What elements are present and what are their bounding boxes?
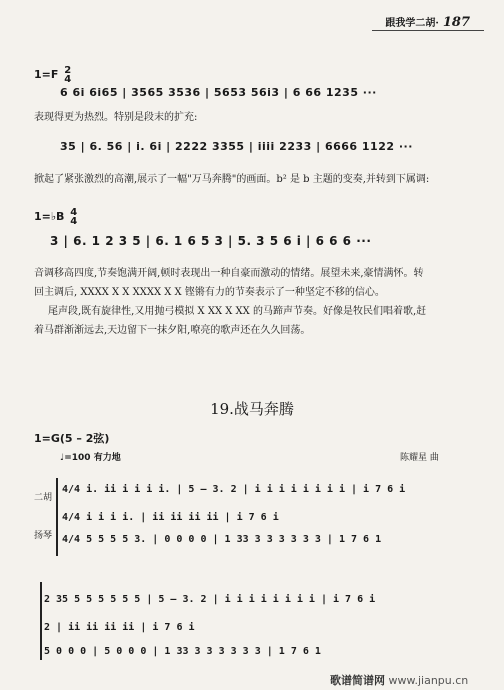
sys2-yangqin-upper: 2 | ii ii ii ii | i 7 6 i [44, 622, 195, 633]
system1-brace [56, 478, 58, 556]
paragraph-1: 表现得更为热烈。特别是段末的扩充: [34, 112, 198, 123]
song-title: 19.战马奔腾 [210, 400, 294, 418]
paragraph-3-line-1: 音调移高四度,节奏饱满开阔,顿时表现出一种自豪而激动的情绪。展望未来,豪情满怀。转 [34, 268, 424, 279]
header-rule [372, 30, 484, 31]
example1-line: 6 6i 6i65 | 3565 3536 | 5653 56i3 | 6 66 1235 ··· [60, 86, 377, 99]
time-signature: 2 4 [64, 65, 72, 85]
book-title: 跟我学二胡· [385, 18, 439, 29]
sys1-yangqin-lower: 4/4 5 5 5 5 3. | 0 0 0 0 | 1 33 3 3 3 3 3 3 | 1 7 6 1 [62, 534, 382, 545]
example1b-line: 35 | 6. 56 | i. 6i | 2222 3355 | iiii 2233 | 6666 1122 ··· [60, 140, 413, 153]
system2-brace [40, 582, 42, 660]
paragraph-3-line-2: 回主调后, XXXX X X XXXX X X 铿锵有力的节奏表示了一种坚定不移的信心。 [34, 287, 385, 298]
key-signature: 1=♭B [34, 210, 65, 223]
watermark-text: 歌谱简谱网 [330, 674, 385, 687]
sys2-erhu-line: 2 35 5 5 5 5 5 5 | 5 – 3. 2 | i i i i i i i i | i 7 6 i [44, 594, 376, 605]
example1-key [34, 66, 71, 84]
sys2-yangqin-lower: 5 0 0 0 | 5 0 0 0 | 1 33 3 3 3 3 3 3 | 1 7 6 1 [44, 646, 321, 657]
paragraph-3-line-4: 着马群渐渐远去,天边留下一抹夕阳,嘹亮的歌声还在久久回荡。 [34, 325, 311, 336]
sys1-erhu-line: 4/4 i. ii i i i i. | 5 – 3. 2 | i i i i i i i i | i 7 6 i [62, 484, 406, 495]
page-header [385, 14, 470, 30]
example2-key [34, 208, 77, 226]
paragraph-2: 掀起了紧张激烈的高潮,展示了一幅"万马奔腾"的画面。b² 是 b 主题的变奏,并转到下属调: [34, 174, 430, 185]
example2-line: 3 | 6. 1 2 3 5 | 6. 1 6 5 3 | 5. 3 5 6 i | 6 6 6 ··· [50, 234, 372, 248]
watermark [330, 672, 468, 688]
sys1-yangqin-upper: 4/4 i i i i. | ii ii ii ii | i 7 6 i [62, 512, 279, 523]
key-signature: 1=F [34, 68, 59, 81]
part-erhu: 二胡 [34, 493, 53, 503]
song-key: 1=G(5 – 2弦) [34, 432, 110, 445]
page-number: 187 [442, 15, 470, 30]
watermark-url: www.jianpu.cn [388, 674, 469, 687]
time-signature: 4 4 [70, 207, 78, 227]
song-tempo: ♩=100 有力地 [60, 453, 121, 463]
paragraph-3-line-3: 尾声段,既有旋律性,又用抛弓模拟 X XX X XX 的马蹄声节奏。好像是牧民们唱着歌,赶 [48, 306, 427, 317]
song-composer: 陈耀星 曲 [400, 453, 439, 463]
part-yangqin: 扬琴 [34, 531, 53, 541]
